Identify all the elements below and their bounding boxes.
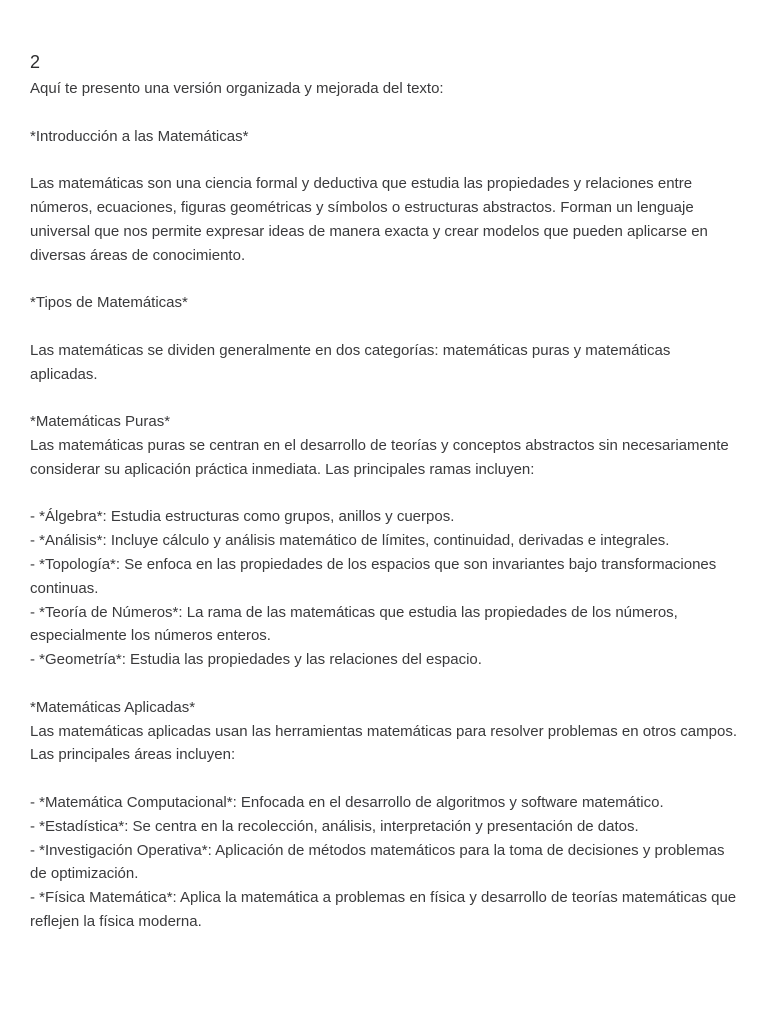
list-item-algebra: - *Álgebra*: Estudia estructuras como grupos, anillos y cuerpos. — [30, 508, 455, 526]
paragraph-pure-math: Las matemáticas puras se centran en el desarrollo de teorías y conceptos abstractos sin necesariamente considerar su aplicación práctica inmediata. Las principales ramas incluyen: — [30, 436, 729, 478]
blank-line — [30, 148, 738, 172]
list-item-statistics: - *Estadística*: Se centra en la recolección, análisis, interpretación y presentación de datos. — [30, 817, 639, 835]
blank-line — [30, 315, 738, 339]
list-item-mathematical-physics: - *Física Matemática*: Aplica la matemática a problemas en física y desarrollo de teorías matemáticas que reflejen la física moderna. — [30, 889, 737, 930]
list-item-geometry: - *Geometría*: Estudia las propiedades y las relaciones del espacio. — [30, 651, 482, 669]
heading-pure-math: *Matemáticas Puras* — [30, 413, 171, 431]
list-item-topology: - *Topología*: Se enfoca en las propiedades de los espacios que son invariantes bajo transformaciones continuas. — [30, 555, 717, 597]
blank-line — [30, 482, 738, 506]
intro-line: Aquí te presento una versión organizada y mejorada del texto: — [30, 80, 444, 97]
list-item-analysis: - *Análisis*: Incluye cálculo y análisis matemático de límites, continuidad, derivadas e integrales. — [30, 532, 670, 550]
paragraph-types: Las matemáticas se dividen generalmente en dos categorías: matemáticas puras y matemáticas aplicadas. — [30, 341, 671, 383]
blank-line — [30, 767, 738, 791]
paragraph-applied-math: Las matemáticas aplicadas usan las herramientas matemáticas para resolver problemas en otros campos. Las principales áreas incluyen: — [30, 722, 737, 764]
blank-line — [30, 386, 738, 410]
heading-introduction: *Introducción a las Matemáticas* — [30, 127, 249, 145]
list-item-number-theory: - *Teoría de Números*: La rama de las matemáticas que estudia las propiedades de los números, especialmente los números enteros. — [30, 603, 678, 645]
paragraph-introduction: Las matemáticas son una ciencia formal y deductiva que estudia las propiedades y relaciones entre números, ecuaciones, figuras geométricas y símbolos o estructuras abstractos. Forman un lenguaje universal que nos permite expresar ideas de manera exacta y crear modelos que pueden aplicarse en diversas áreas de conocimiento. — [30, 175, 708, 264]
blank-line — [30, 672, 738, 696]
blank-line — [30, 267, 738, 291]
heading-types: *Tipos de Matemáticas* — [30, 294, 188, 312]
blank-line — [30, 101, 738, 125]
list-item-operations-research: - *Investigación Operativa*: Aplicación de métodos matemáticos para la toma de decisiones y problemas de optimización. — [30, 841, 725, 883]
heading-applied-math: *Matemáticas Aplicadas* — [30, 698, 196, 716]
list-item-computational: - *Matemática Computacional*: Enfocada en el desarrollo de algoritmos y software matemático. — [30, 793, 664, 811]
page-number: 2 — [30, 52, 41, 72]
